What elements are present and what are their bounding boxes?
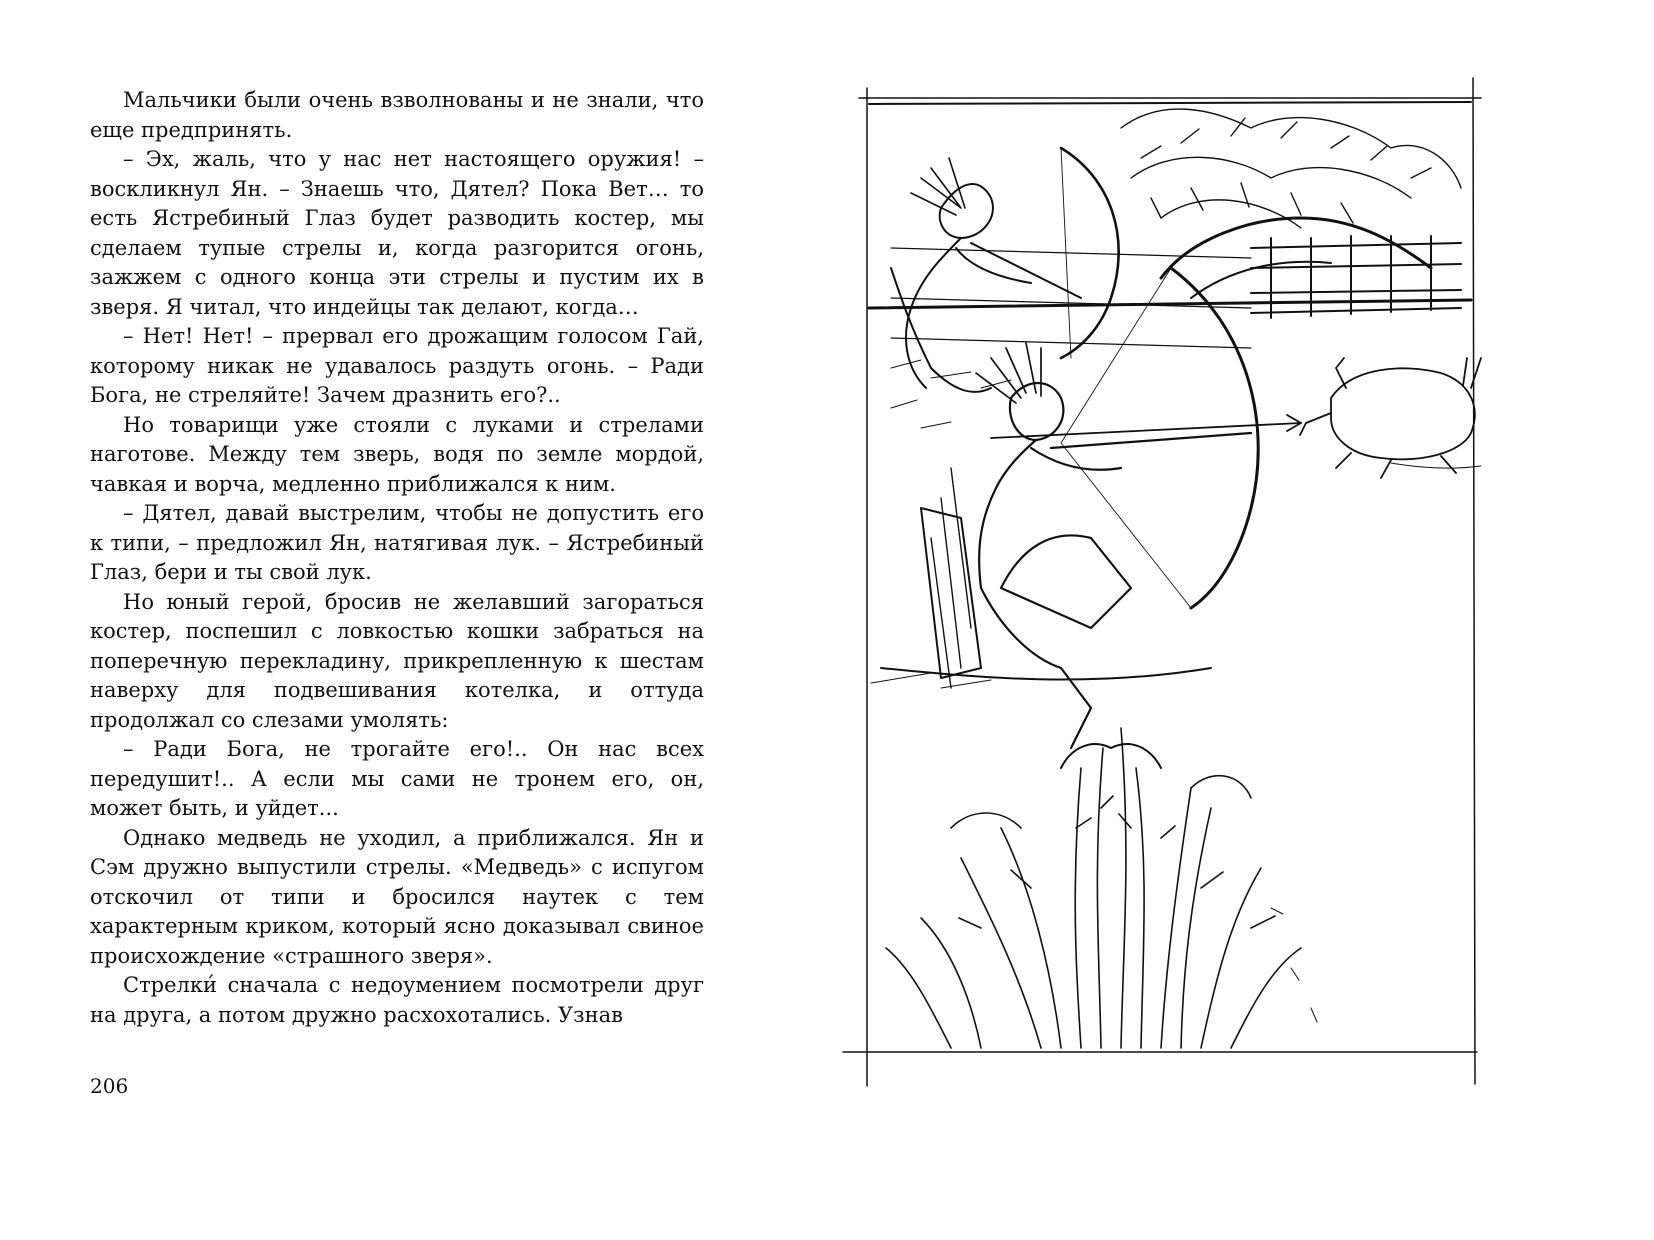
paragraph: Но товарищи уже стояли с луками и стрелами наготове. Между тем зверь, водя по земле мордой, чавкая и ворча, медленно приближался к ним. [90,412,704,496]
frame [843,78,1481,1086]
paragraph: – Дятел, давай выстрелим, чтобы не допустить его к типи, – предложил Ян, натягивая лук. – Ястребиный Глаз, бери и ты свой лук. [90,501,704,584]
paragraph: Стрелки́ сначала с недоумением посмотрели друг на друга, а потом дружно расхохотались. Узнав [90,973,704,1027]
reeds [886,728,1317,1048]
body-text [90,86,704,1030]
pig-animal [1300,358,1481,478]
paragraph: – Ради Бога, не трогайте его!.. Он нас всех передушит!.. А если мы сами не тронем его, он, может быть, и уйдет... [90,737,704,820]
paragraph: Однако медведь не уходил, а приближался. Ян и Сэм дружно выпустили стрелы. «Медведь» с испугом отскочил от типи и бросился наутек с тем характерным криком, который ясно доказывал свиное происхождение «страшного зверя». [90,825,704,968]
archers-illustration-icon [831,68,1551,1098]
paragraph: Мальчики были очень взволнованы и не знали, что еще предпринять. [90,88,704,142]
left-page [0,0,781,1175]
paragraph: Но юный герой, бросив не желавший загораться костер, поспешил с ловкостью кошки забраться на поперечную перекладину, прикрепленную к шестам наверху для подвешивания котелка, и оттуда продолжал со слезами умолять: [90,589,704,732]
right-page [781,0,1563,1175]
back-archer [891,148,1119,392]
paragraph: – Эх, жаль, что у нас нет настоящего оружия! – воскликнул Ян. – Знаешь что, Дятел? Пока Вет… то есть Ястребиный Глаз будет разводить костер, мы сделаем тупые стрелы и, когда разгорится огонь, зажжем с одного конца эти стрелы и пустим их в зверя. Я читал, что индейцы так делают, когда… [90,147,704,319]
paragraph: – Нет! Нет! – прервал его дрожащим голосом Гай, которому никак не удавалось раздуть огонь. – Ради Бога, не стреляйте! Зачем дразнить его?.. [90,324,704,407]
bow-and-arrow [991,268,1301,608]
page-number: 206 [90,1074,129,1098]
